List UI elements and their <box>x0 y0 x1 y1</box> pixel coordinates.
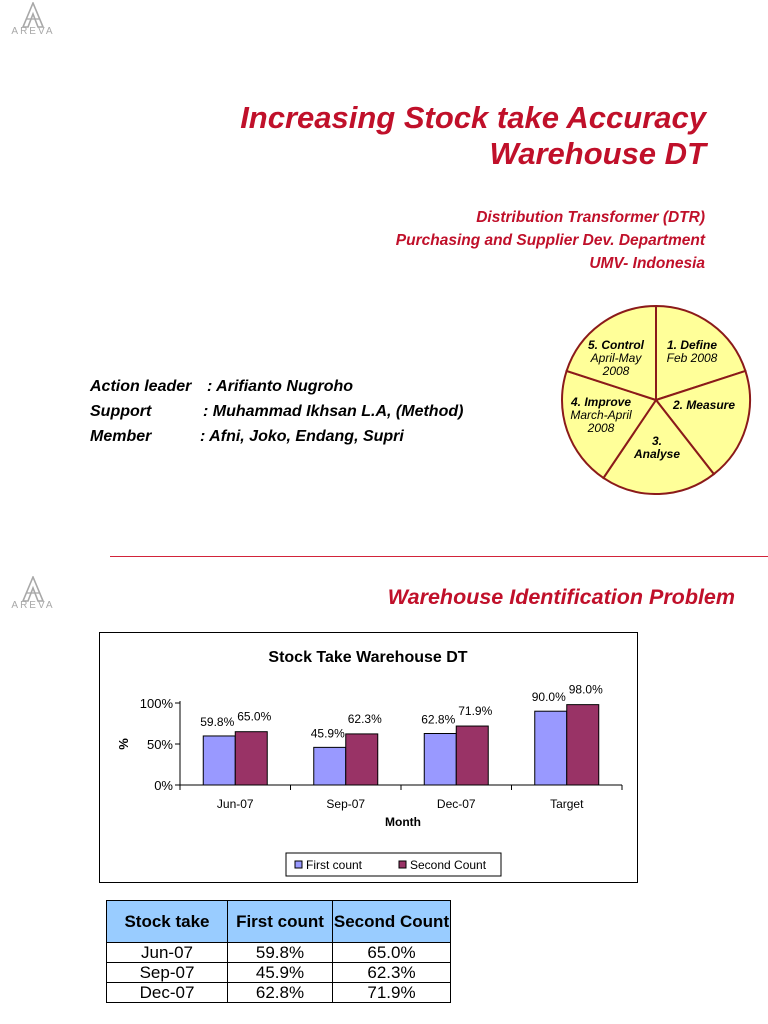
pie-slice-detail: Feb 2008 <box>666 351 718 365</box>
y-tick-label: 0% <box>154 778 173 793</box>
section-title: Warehouse Identification Problem <box>387 585 735 609</box>
logo-text: AREVA <box>11 600 55 611</box>
legend-label: Second Count <box>410 858 487 872</box>
stock-take-table <box>106 900 451 1003</box>
pie-slice-detail: Analyse <box>633 447 681 461</box>
data-label: 71.9% <box>458 704 493 719</box>
table-cell: Jun-07 <box>107 943 228 963</box>
table-cell: 45.9% <box>228 963 333 983</box>
page-subtitle <box>396 206 705 275</box>
x-axis-label: Month <box>385 815 421 829</box>
chart-title: Stock Take Warehouse DT <box>268 649 468 666</box>
legend-swatch <box>295 861 302 868</box>
table-header-row <box>107 901 451 943</box>
pie-slice-title: 4. Improve <box>570 395 632 409</box>
subtitle-line-3: UMV- Indonesia <box>589 255 705 272</box>
table-cell: 59.8% <box>228 943 333 963</box>
data-label: 59.8% <box>200 714 235 729</box>
chart-canvas <box>100 633 637 882</box>
pie-slice-detail: 2008 <box>602 364 630 378</box>
table-cell: Sep-07 <box>107 963 228 983</box>
data-label: 90.0% <box>531 690 566 705</box>
bar <box>535 711 567 785</box>
table-cell: Dec-07 <box>107 983 228 1003</box>
subtitle-line-1: Distribution Transformer (DTR) <box>476 209 705 226</box>
bar <box>346 734 378 785</box>
areva-logo <box>2 2 64 37</box>
y-axis-label: % <box>116 738 131 750</box>
data-label: 62.8% <box>421 712 456 727</box>
data-label: 65.0% <box>237 709 272 724</box>
areva-logo-icon <box>21 2 45 28</box>
bar <box>456 726 488 785</box>
team-role: Member <box>90 428 152 445</box>
areva-logo-icon <box>21 576 45 602</box>
x-tick-label: Sep-07 <box>326 797 366 811</box>
data-label: 98.0% <box>568 682 603 697</box>
y-tick-label: 50% <box>146 737 173 752</box>
bar <box>424 734 456 785</box>
table-row <box>107 963 451 983</box>
dmaic-cycle-diagram <box>558 305 758 495</box>
pie-slice-detail: April-May <box>590 351 642 365</box>
legend-swatch <box>399 861 406 868</box>
data-label: 45.9% <box>310 726 345 741</box>
team-value: : Arifianto Nugroho <box>207 378 354 395</box>
table-header-cell: Stock take <box>107 901 228 943</box>
team-value: : Afni, Joko, Endang, Supri <box>200 428 404 445</box>
table-row <box>107 943 451 963</box>
bar <box>567 705 599 785</box>
data-label: 62.3% <box>347 711 382 726</box>
legend-label: First count <box>306 858 363 872</box>
pie-slice-title: 1. Define <box>666 338 718 352</box>
team-role: Support <box>90 403 152 420</box>
section-divider <box>110 556 768 557</box>
title-line-1: Increasing Stock take Accuracy <box>240 100 706 135</box>
table-header-cell: First count <box>228 901 333 943</box>
table-cell: 71.9% <box>333 983 451 1003</box>
team-value: : Muhammad Ikhsan L.A, (Method) <box>203 403 464 420</box>
logo-text: AREVA <box>11 26 55 37</box>
page-title <box>240 100 706 172</box>
team-role: Action leader <box>90 378 192 395</box>
table-header-cell: Second Count <box>333 901 451 943</box>
stock-take-chart <box>99 632 638 883</box>
table-row <box>107 983 451 1003</box>
bar <box>203 736 235 785</box>
areva-logo <box>2 576 64 611</box>
pie-slice-title: 2. Measure <box>672 398 736 412</box>
y-tick-label: 100% <box>139 696 173 711</box>
pie-slice-title: 5. Control <box>588 338 644 352</box>
x-tick-label: Jun-07 <box>216 797 254 811</box>
table-cell: 62.3% <box>333 963 451 983</box>
bar <box>235 732 267 785</box>
pie-slice-title: 3. <box>651 434 663 448</box>
x-tick-label: Target <box>550 797 584 811</box>
pie-slice-detail: March-April <box>570 408 632 422</box>
subtitle-line-2: Purchasing and Supplier Dev. Department <box>395 232 705 249</box>
title-line-2: Warehouse DT <box>489 136 706 171</box>
table-cell: 65.0% <box>333 943 451 963</box>
x-tick-label: Dec-07 <box>436 797 476 811</box>
pie-slice-detail: 2008 <box>587 421 615 435</box>
bar <box>314 747 346 785</box>
table-cell: 62.8% <box>228 983 333 1003</box>
